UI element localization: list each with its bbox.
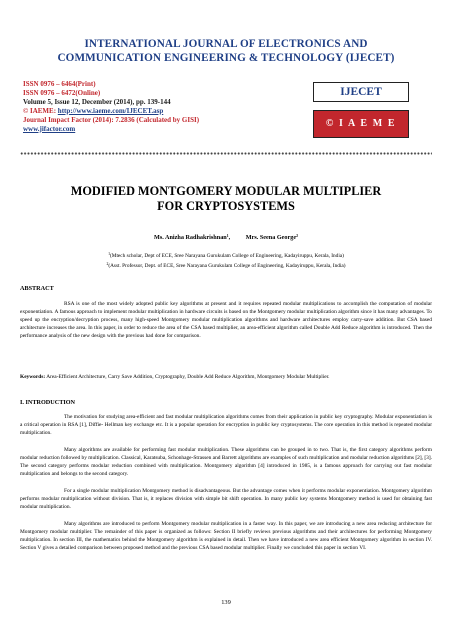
issn-print: ISSN 0976 – 6464(Print): [23, 80, 96, 88]
website-label: © IAEME:: [23, 106, 58, 115]
affiliation-1: $^1$(Mtech scholar, Dept of ECE, Sree Narayana Gurukulam College of Engineering, Kadayiruppu, Kerala, India): [108, 252, 344, 259]
abstract-heading: ABSTRACT: [20, 285, 54, 292]
journal-title-line-2: COMMUNICATION ENGINEERING & TECHNOLOGY (IJECET): [57, 52, 395, 64]
intro-paragraph-3: For a single modular multiplication Montgomery method is disadvantageous. But the advantage comes when it performs modular exponentiation. Montgomery algorithm performs modular multiplication without division. That is, it replaces division with simple bit shift operation. In many public key systems Montgomery method is used for obtaining fast modular multiplication.: [20, 488, 432, 510]
impact-factor: Journal Impact Factor (2014): 7.2836 (Calculated by GISI): [23, 115, 200, 124]
jifactor-link[interactable]: www.jifactor.com: [23, 124, 76, 133]
abstract-text: RSA is one of the most widely adopted public key algorithms at present and it requires repeated modular multiplications to accomplish the computation of modular exponentiation. A famous approach to implement modular multiplication in hardware circuits is based on the Montgomery modular multiplication algorithm since it has many advantages. To speed up the encryption/decryption process, many high-speed Montgomery modular multiplication algorithms and hardware architectures employ carry-save addition. But CSA based architecture increases the area. In this paper, in order to reduce the area of the CSA based multiplier, an area-efficient algorithm called Double Add Reduce algorithm is introduced. Then the performance analysis of the new design with the previous had done for comparison.: [20, 301, 432, 339]
author-2: Mrs. Seena George$^2$: [245, 234, 298, 241]
issn-online: ISSN 0976 – 6472(Online): [23, 88, 101, 97]
intro-paragraph-2: Many algorithms are available for performing fast modular multiplication. These algorithms can be grouped in to two. That is, the first category algorithms perform modular reduction followed by multiplication. Classical, Karatsuba, Schonhage-Strassen and Barrett algorithms are examples of such multiplication and modular reduction algorithms [2], [3]. The second category performs modular reduction combined with multiplication. Montgomery algorithm [4] introduced in 1985, is a famous approach for carrying out fast modular multiplication and belongs to the second category.: [20, 447, 432, 477]
dotted-divider: [20, 152, 432, 155]
journal-title: [20, 37, 432, 65]
journal-code-badge: IJECET: [313, 82, 409, 102]
publication-meta: [23, 80, 303, 133]
keywords-text: Area-Efficient Architecture, Carry Save Addition, Cryptography, Double Add Reduce Algorithm, Montgomery Modular Multiplier.: [46, 374, 330, 380]
affiliations: [30, 250, 422, 270]
keywords-block: [20, 374, 432, 382]
website-line: [23, 107, 303, 116]
keywords-label: Keywords:: [20, 374, 46, 380]
author-1: Ms. Anizha Radhakrishnan$^1$,: [154, 234, 231, 241]
website-link[interactable]: http://www.iaeme.com/IJECET.asp: [57, 106, 164, 115]
paper-title-line-1: MODIFIED MONTGOMERY MODULAR MULTIPLIER: [70, 184, 382, 198]
page-number: 139: [221, 599, 231, 606]
author-list: [30, 234, 422, 241]
intro-paragraph-1: The motivation for studying area-efficient and fast modular multiplication algorithms comes from their application in public key cryptography. Modular exponentiation is a critical operation in RSA [1], Diffie- Hellman key exchange etc. It is a popular operation for encryption in public key cryptosystems. The core operation in this method is repeated modular multiplication.: [20, 414, 432, 436]
introduction-heading: I. INTRODUCTION: [20, 399, 76, 406]
intro-paragraph-4: Many algorithms are introduced to perform Montgomery modular multiplication in a faster way. In this paper, we are introducing a new area reducing architecture for Montgomery modular multiplier. The remainder of this paper is organized as follows: Section II briefly reviews previous algorithms and their architectures for performing Montgomery multiplication. In section III, the mathematics behind the Montgomery algorithm is explained in detail. Then we have introduced a new area efficient Montgomery algorithm in section IV. Section V gives a detailed comparison between proposed method and the previous CSA based modular multiplier. Finally we concluded this paper in section VI.: [20, 521, 432, 551]
journal-title-line-1: INTERNATIONAL JOURNAL OF ELECTRONICS AND: [84, 38, 368, 50]
volume-info: Volume 5, Issue 12, December (2014), pp. 139-144: [23, 97, 171, 106]
affiliation-2: $^2$(Asst. Professor, Dept. of ECE, Sree Narayana Gurukulam College of Engineering, Kadayiruppu, Kerala, India): [106, 262, 346, 269]
publisher-logo: © I A E M E: [313, 110, 409, 138]
paper-title-line-2: FOR CRYPTOSYSTEMS: [157, 199, 295, 213]
paper-title: [30, 184, 422, 214]
